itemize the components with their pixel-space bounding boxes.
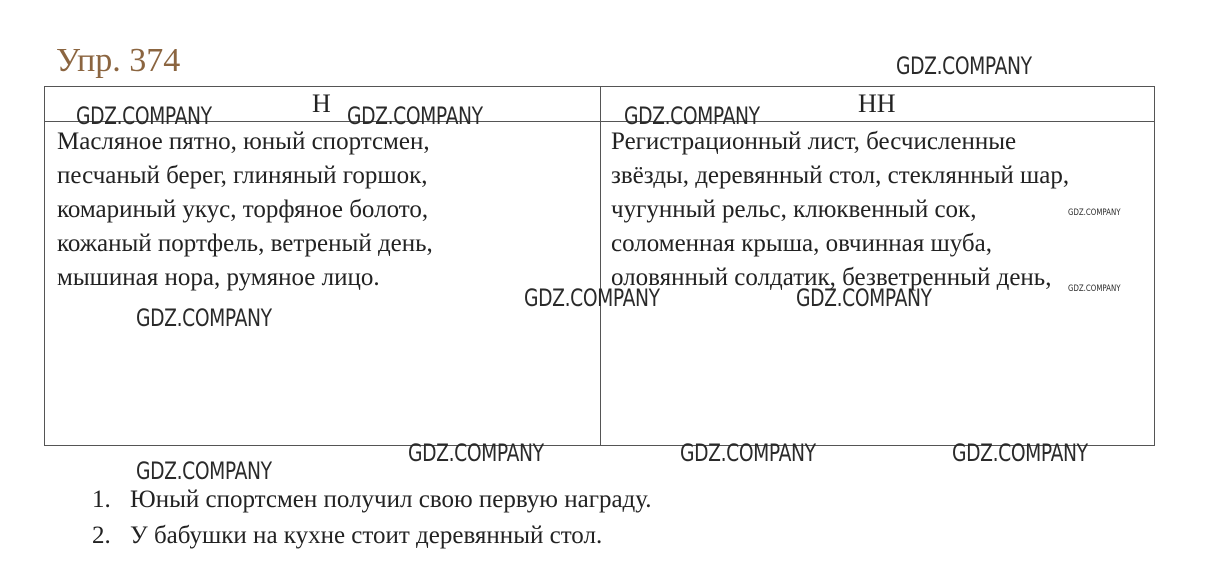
column-header-n: Н xyxy=(312,89,331,118)
watermark: GDZ.COMPANY xyxy=(680,439,816,467)
text-line: соломенная крыша, овчинная шуба, xyxy=(611,230,992,257)
watermark: GDZ.COMPANY xyxy=(408,439,544,467)
text-line: чугунный рельс, клюквенный сок, xyxy=(611,196,977,223)
watermark: GDZ.COMPANY xyxy=(1068,208,1121,218)
column-header-nn: НН xyxy=(858,89,896,118)
text-line: комариный укус, торфяное болото, xyxy=(57,196,429,223)
sentence-number: 1. xyxy=(92,486,111,513)
cell-nn-words xyxy=(611,125,1069,295)
text-line: мышиная нора, румяное лицо. xyxy=(57,264,380,291)
watermark: GDZ.COMPANY xyxy=(896,52,1032,80)
watermark: GDZ.COMPANY xyxy=(347,102,483,130)
watermark: GDZ.COMPANY xyxy=(1068,284,1121,294)
watermark: GDZ.COMPANY xyxy=(136,457,272,485)
watermark: GDZ.COMPANY xyxy=(136,304,272,332)
cell-n-words xyxy=(57,125,433,295)
text-line: Регистрационный лист, бесчисленные xyxy=(611,128,1017,155)
spelling-table xyxy=(44,86,1155,446)
sentence-item xyxy=(92,482,652,518)
sentence-number: 2. xyxy=(92,522,111,549)
text-line: Масляное пятно, юный спортсмен, xyxy=(57,128,430,155)
watermark: GDZ.COMPANY xyxy=(624,102,760,130)
watermark: GDZ.COMPANY xyxy=(796,284,932,312)
watermark: GDZ.COMPANY xyxy=(952,439,1088,467)
sentence-text: У бабушки на кухне стоит деревянный стол. xyxy=(130,522,603,549)
table-vertical-divider xyxy=(600,87,601,445)
text-line: кожаный портфель, ветреный день, xyxy=(57,230,433,257)
text-line: песчаный берег, глиняный горшок, xyxy=(57,162,428,189)
text-line: оловянный солдатик, безветренный день, xyxy=(611,264,1052,291)
watermark: GDZ.COMPANY xyxy=(524,284,660,312)
example-sentences xyxy=(92,482,652,554)
sentence-text: Юный спортсмен получил свою первую награду. xyxy=(130,486,652,513)
watermark: GDZ.COMPANY xyxy=(76,102,212,130)
exercise-title: Упр. 374 xyxy=(56,42,181,79)
text-line: звёзды, деревянный стол, стеклянный шар, xyxy=(611,162,1070,189)
sentence-item xyxy=(92,518,652,554)
